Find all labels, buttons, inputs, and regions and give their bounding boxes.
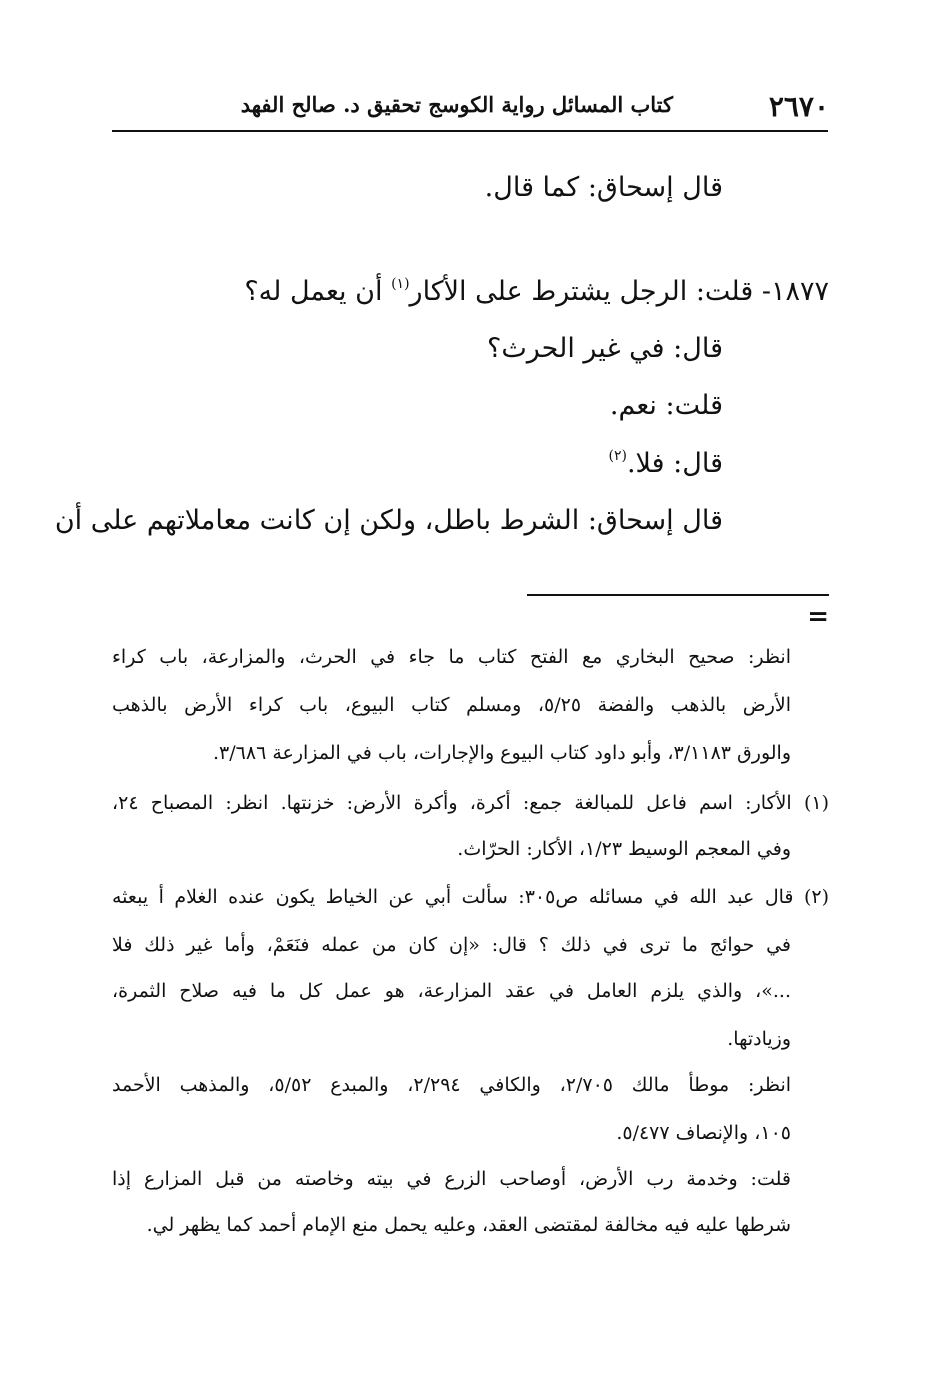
footnote-continuation-mark: =: [807, 602, 829, 632]
footnote-2-line: انظر: موطأ مالك ٢/٧٠٥، والكافي ٢/٢٩٤، والمبدع ٥/٥٢، والمذهب الأحمد: [112, 1074, 792, 1096]
answer-text: قال: فلا.: [626, 448, 723, 479]
footnote-2-line: ...»، والذي يلزم العامل في عقد المزارعة، هو عمل كل ما فيه صلاح الثمرة،: [112, 980, 791, 1002]
footnote-line: والورق ٣/١١٨٣، وأبو داود كتاب البيوع والإجارات، باب في المزارعة ٣/٦٨٦.: [213, 742, 791, 764]
footnote-line: انظر: صحيح البخاري مع الفتح كتاب ما جاء في الحرث، والمزارعة، باب كراء: [112, 646, 791, 668]
issue-1877-question: [244, 276, 829, 307]
footnote-2-line: قلت: وخدمة رب الأرض، أوصاحب الزرع في بيته وخاصته من قبل المزارع إذا: [112, 1168, 791, 1190]
footnote-ref-1[interactable]: (١): [391, 276, 410, 292]
page-number: ٢٦٧٠: [768, 90, 829, 123]
running-header-title: كتاب المسائل رواية الكوسج تحقيق د. صالح الفهد: [240, 92, 673, 117]
footnote-2-line: ١٠٥، والإنصاف ٥/٤٧٧.: [616, 1122, 791, 1144]
body-line-4: قلت: نعم.: [609, 390, 723, 421]
footnote-2-line: في حوائج ما ترى في ذلك ؟ قال: «إن كان من عمله فنَعَمْ، وأما غير ذلك فلا: [112, 934, 791, 956]
footnote-line: الأرض بالذهب والفضة ٥/٢٥، ومسلم كتاب البيوع، باب كراء الأرض بالذهب: [112, 694, 792, 716]
body-line-1: قال إسحاق: كما قال.: [484, 172, 723, 203]
header-divider: [112, 130, 828, 132]
footnote-2-line: وزيادتها.: [727, 1028, 791, 1050]
body-line-6: قال إسحاق: الشرط باطل، ولكن إن كانت معاملاتهم على أن: [54, 505, 723, 536]
body-line-3: قال: في غير الحرث؟: [487, 333, 723, 364]
footnote-ref-2[interactable]: (٢): [608, 448, 627, 464]
question-text-end: أن يعمل له؟: [244, 276, 392, 307]
footnote-1-line: (١) الأكار: اسم فاعل للمبالغة جمع: أكرة، وأكرة الأرض: خزنتها. انظر: المصباح ٢٤،: [112, 792, 829, 814]
footnote-2-line: (٢) قال عبد الله في مسائله ص٣٠٥: سألت أبي عن الخياط يكون عنده الغلام أ يبعثه: [112, 886, 830, 908]
footnote-1-line: وفي المعجم الوسيط ١/٢٣، الأكار: الحرّاث.: [457, 838, 791, 860]
body-line-5: [609, 448, 724, 479]
footnote-2-line: شرطها عليه فيه مخالفة لمقتضى العقد، وعليه يحمل منع الإمام أحمد كما يظهر لي.: [146, 1214, 791, 1236]
question-text-start: ١٨٧٧- قلت: الرجل يشترط على الأكار: [409, 276, 829, 307]
footnote-divider: [527, 594, 829, 596]
